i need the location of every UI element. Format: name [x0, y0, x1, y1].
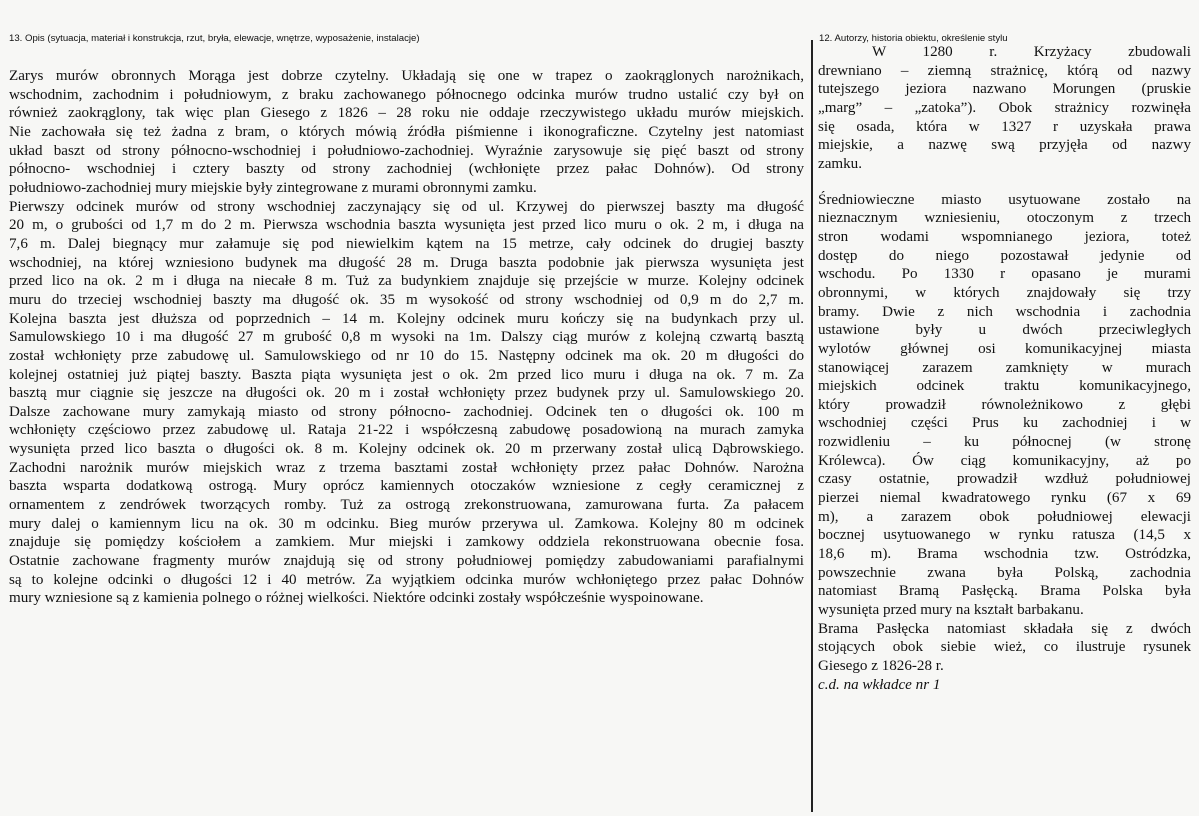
text-line: stanowiącej zarazem zamknięty w murach	[818, 359, 1191, 376]
text-line: również zaokrąglony, tak więc plan Giesego z 1826 – 28 roku nie oddaje rzeczywistego układu murów miejskich.	[9, 105, 804, 122]
text-line: muru do trzeciej wschodniej baszty ma długość ok. 35 m wysokość od strony wschodniej od 0,9 m do 2,7 m.	[9, 291, 804, 308]
text-line: Ostatnie zachowane fragmenty murów znajdują się od strony południowej pomiędzy zabudowaniami parafialnymi	[9, 553, 804, 570]
text-line: natomiast Bramą Pasłęcką. Brama Polska była	[818, 583, 1191, 600]
text-line: który prowadził równoleżnikowo z głębi	[818, 396, 1191, 413]
text-line: zamku.	[818, 155, 863, 172]
text-line: ornamentem z zendrówek tworzących romby. Tuż za ostrogą zrekonstruowana, zamurowana furta. Za pałacem	[9, 497, 804, 514]
text-line: pierzei niemal kwadratowego rynku (67 x 69	[818, 490, 1191, 507]
description-paragraph-1	[9, 67, 804, 198]
section-12-header: 12. Autorzy, historia obiektu, określenie stylu	[819, 33, 1008, 44]
description-paragraph-2	[9, 198, 804, 608]
text-line: znajduje się pomiędzy kościołem a zamkiem. Mur miejski i zamkowy oddziela rekonstruowana obecnie fosa.	[9, 534, 804, 551]
text-line: wschodniej, na której wzniesiono budynek ma długość 28 m. Druga baszta podobnie jak pierwsza wysunięta jest	[9, 254, 804, 271]
section-13-header: 13. Opis (sytuacja, materiał i konstrukcja, rzut, bryła, elewacje, wnętrze, wyposażenie, instalacje)	[9, 33, 420, 44]
text-line: obronnymi, w których znajdowały się trzy	[818, 284, 1191, 301]
text-line: północno- wschodniej i cztery baszty od strony zachodniej (wchłonięte przez pałac Dohnów). Od strony	[9, 161, 804, 178]
history-column	[818, 43, 1191, 694]
text-line: m), a zarazem obok południowej elewacji	[818, 508, 1191, 525]
text-line: bocznej usytuowanego w rynku ratusza (14,5 x	[818, 527, 1191, 544]
text-line: wschodniej części Prus ku zachodniej i w	[818, 415, 1191, 432]
text-line: Dalsze zachowane mury zamykają miasto od strony północno- zachodniej. Odcinek ten o długości ok. 100 m	[9, 403, 804, 420]
column-divider	[811, 40, 813, 812]
text-line: stojących obok siebie wież, co ilustruje rysunek	[818, 639, 1191, 656]
text-line: rozwidleniu – ku północnej (w stronę	[818, 434, 1191, 451]
text-line: „marg” – „zatoka”). Obok strażnicy rozwinęła	[818, 99, 1191, 116]
text-line: bramy. Dwie z nich wschodnia i zachodnia	[818, 303, 1191, 320]
text-line: powszechnie zwana była Polską, zachodnia	[818, 564, 1191, 581]
text-line: Brama Pasłęcka natomiast składała się z dwóch	[818, 620, 1191, 637]
text-line: wchłonięty częściowo przez zabudowę ul. Rataja 21-22 i współczesną zabudowę posadowioną na murach zamyka	[9, 422, 804, 439]
text-line: Kolejna baszta jest dłuższa od poprzednich – 14 m. Kolejny odcinek muru kończy się na budynkach przy ul.	[9, 310, 804, 327]
text-line: ustawione były u dwóch przeciwległych	[818, 322, 1191, 339]
history-paragraph-2	[818, 191, 1191, 695]
history-paragraph-1	[818, 43, 1191, 174]
text-line: Średniowieczne miasto usytuowane zostało na	[818, 191, 1191, 208]
text-line: Giesego z 1826-28 r.	[818, 658, 944, 674]
text-line: został wchłonięty prze zabudowę ul. Samulowskiego od nr 10 do 15. Następny odcinek ma ok. 20 m długości do	[9, 347, 804, 364]
text-line: wschodu. Po 1330 r opasano je murami	[818, 266, 1191, 283]
text-line: czasy ostatnie, prowadził wzdłuż południowej	[818, 471, 1191, 488]
text-line: wylotów głównej osi komunikacyjnej miasta	[818, 340, 1191, 357]
text-line: 18,6 m). Brama wschodnia tzw. Ostródzka,	[818, 546, 1191, 563]
text-line: Pierwszy odcinek murów od strony wschodniej zaczynający się od ul. Krzywej do pierwszej baszty ma długość	[9, 198, 804, 215]
text-line: wschodnim, zachodnim i południowym, z braku zachowanego północnego odcinka murów trudno ustalić czy był on	[9, 86, 804, 103]
text-line: kolejnej ostatniej już piątej baszty. Baszta piąta wysunięta jest o ok. 2m przed lico muru i długa na ok. 7 m. Za	[9, 366, 804, 383]
text-line: 7,6 m. Dalej biegnący mur załamuje się pod niewielkim kątem na 15 metrze, cały odcinek do drugiej baszty	[9, 235, 804, 252]
description-column	[9, 67, 804, 608]
text-line: się osada, która w 1327 r uzyskała prawa	[818, 118, 1191, 135]
text-line: są to kolejne odcinki o długości 12 i 40 metrów. Za wyjątkiem odcinka murów wchłoniętego przez pałac Dohnów	[9, 571, 804, 588]
continuation-note: c.d. na wkładce nr 1	[818, 676, 941, 693]
text-line: Samulowskiego 10 i ma długość 27 m grubość 0,8 m wysoki na 1m. Dalszy ciąg murów z kolejną czwartą basztą	[9, 329, 804, 346]
text-line: baszta wsparta dodatkową ostrogą. Mury oprócz kamiennych otoczaków wzniesione z cegły ceramicznej z	[9, 478, 804, 495]
text-line: Zachodni narożnik murów miejskich wraz z trzema basztami został wchłonięty przez pałac Dohnów. Narożna	[9, 459, 804, 476]
text-line: wysunięta przed mury na kształt barbakanu.	[818, 602, 1084, 619]
text-line: basztą mur ciągnie się jeszcze na długości ok. 20 m i został wchłonięty przez budynek przy ul. Samulowskiego 20.	[9, 385, 804, 402]
text-line: Nie zachowała się też żadna z bram, o których mówią źródła piśmienne i ikonograficzne. Czytelny jest natomiast	[9, 123, 804, 140]
text-line: miejskich odcinek traktu komunikacyjnego,	[818, 378, 1191, 395]
text-line: południowo-zachodniej mury miejskie były zintegrowane z murami obronnymi zamku.	[9, 179, 537, 196]
text-line: mury wzniesione są z kamienia polnego o różnej wielkości. Niektóre odcinki zostały współcześnie wyspoinowane.	[9, 590, 704, 607]
text-line: miejskie, a nazwę swą przyjęła od nazwy	[818, 137, 1191, 154]
text-line: W 1280 r. Krzyżacy zbudowali	[872, 44, 1191, 60]
text-line: przed lico na ok. 2 m i długa na niecałe 8 m. Tuż za budynkiem znajduje się przejście w murze. Kolejny odcinek	[9, 273, 804, 290]
text-line: tutejszego jeziora nazwano Morungen (pruskie	[818, 81, 1191, 98]
text-line: stron wodami wspomnianego jeziora, toteż	[818, 228, 1191, 245]
text-line: Królewca). Ów ciąg komunikacyjny, aż po	[818, 452, 1191, 469]
text-line: układ baszt od strony północno-wschodniej i południowo-zachodniej. Wyraźnie zarysowuje się pięć baszt od strony	[9, 142, 804, 159]
text-line: mury dalej o kamiennym licu na ok. 30 m odcinku. Bieg murów przerywa ul. Zamkowa. Kolejny 80 m odcinek	[9, 515, 804, 532]
text-line: wysunięta przed lico baszta o długości ok. 8 m. Kolejny odcinek ok. 20 m przerwany został ulicą Dąbrowskiego.	[9, 441, 804, 458]
text-line: drewniano – ziemną strażnicę, którą od nazwy	[818, 62, 1191, 79]
text-line: 20 m, o grubości od 1,7 m do 2 m. Pierwsza wschodnia baszta wysunięta jest przed lico muru o ok. 2 m, i długa na	[9, 217, 804, 234]
text-line: Zarys murów obronnych Morąga jest dobrze czytelny. Układają się one w trapez o zaokrąglonych narożnikach,	[9, 68, 804, 84]
text-line: dostęp do niego pozostawał jedynie od	[818, 247, 1191, 264]
text-line: nieznacznym wzniesieniu, otoczonym z trzech	[818, 210, 1191, 227]
